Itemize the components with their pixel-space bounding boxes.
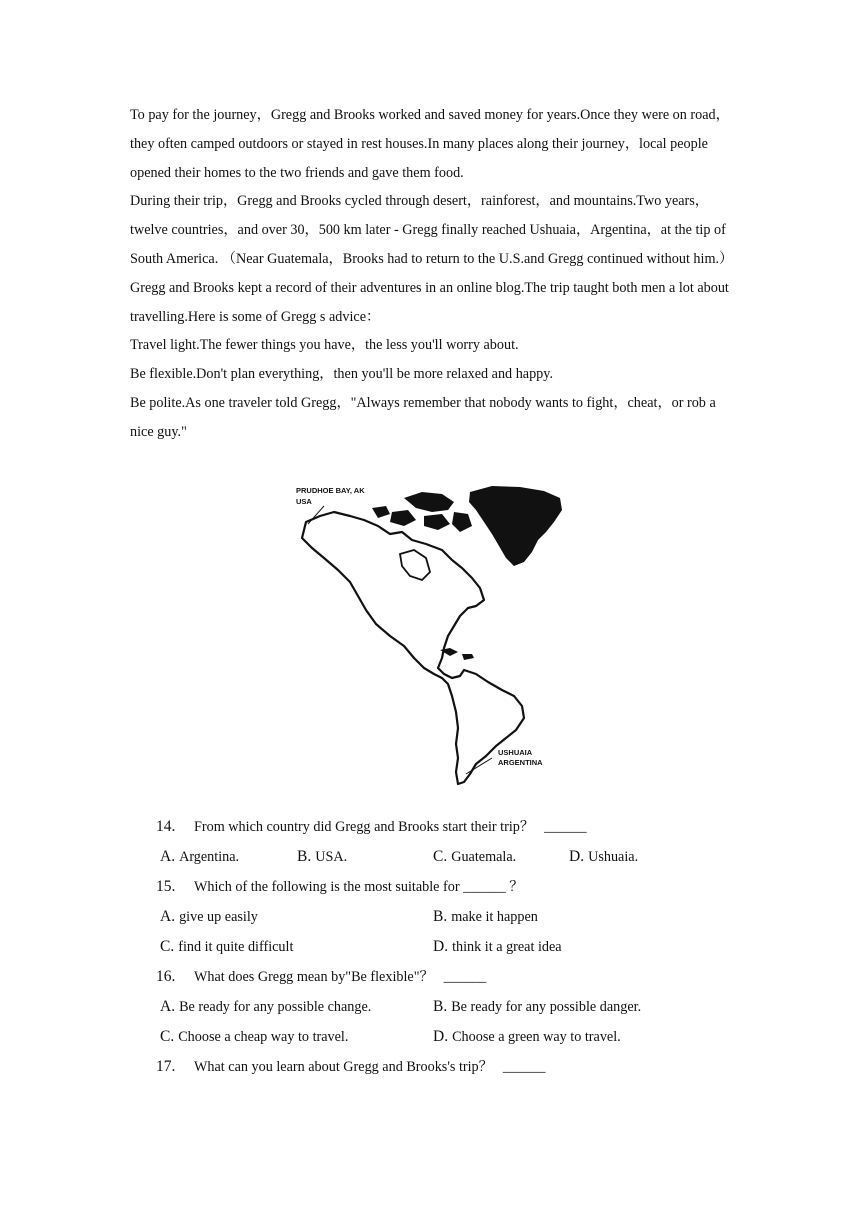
option-b[interactable]: B. make it happen [433, 908, 538, 925]
answer-blank: ______ [443, 969, 487, 985]
caribbean-islands [440, 648, 474, 660]
option-c[interactable]: C. Choose a cheap way to travel. [160, 1028, 349, 1045]
option-c[interactable]: C. find it quite difficult [160, 938, 294, 955]
option-c[interactable]: C. Guatemala. [433, 848, 517, 865]
passage-paragraph: During their trip，Gregg and Brooks cycled through desert，rainforest，and mountains.Two years，twelve countries，and over 30，500 km later - Gregg finally reached Ushuaia，Argentina，at the tip of South America. （Near Guatemala，Brooks had to return to the U.S.and Gregg continued without him.） [130, 193, 734, 267]
option-a[interactable]: A. give up easily [160, 908, 258, 925]
question-16 [156, 962, 736, 992]
answer-blank: ______ [544, 819, 587, 835]
americas-outline [302, 512, 524, 784]
option-a[interactable]: A. Be ready for any possible change. [160, 998, 372, 1015]
question-number: 17. [156, 1058, 176, 1075]
question-list [156, 812, 736, 1082]
map-label-ushuaia: USHUAIA [498, 748, 533, 757]
arctic-islands [372, 492, 472, 532]
option-d[interactable]: D. Ushuaia. [569, 848, 639, 865]
passage-paragraph: Travel light.The fewer things you have，the less you'll worry about. [130, 337, 519, 354]
option-d[interactable]: D. think it a great idea [433, 938, 562, 955]
question-17 [156, 1052, 736, 1082]
passage-paragraph: Be polite.As one traveler told Gregg，"Always remember that nobody wants to fight，cheat，or rob a nice guy." [130, 394, 716, 440]
answer-blank: ______ [502, 1059, 546, 1075]
map-label-argentina: ARGENTINA [498, 758, 543, 767]
passage-paragraph: Be flexible.Don't plan everything，then you'll be more relaxed and happy. [130, 366, 553, 383]
reading-passage [130, 101, 740, 447]
question-text: What does Gregg mean by"Be flexible"？ [194, 969, 434, 985]
question-number: 16. [156, 968, 176, 985]
question-14 [156, 812, 736, 842]
options-row [160, 1022, 736, 1052]
americas-route-map [292, 478, 568, 788]
options-row [160, 902, 736, 932]
option-a[interactable]: A. Argentina. [160, 848, 240, 865]
options-row [160, 932, 736, 962]
hudson-bay [400, 550, 430, 580]
question-number: 14. [156, 818, 176, 835]
map-label-prudhoe-bay: PRUDHOE BAY, AK [296, 486, 365, 495]
question-text: What can you learn about Gregg and Brooks's trip？ [194, 1059, 493, 1075]
question-text: Which of the following is the most suitable for ______ ？ [194, 879, 524, 895]
passage-paragraph: To pay for the journey，Gregg and Brooks worked and saved money for years.Once they were on road，they often camped outdoors or stayed in rest houses.In many places along their journey，local people opened their homes to the two friends and gave them food. [130, 107, 730, 181]
question-text: From which country did Gregg and Brooks start their trip？ [194, 819, 535, 835]
passage-paragraph: Gregg and Brooks kept a record of their adventures in an online blog.The trip taught both men a lot about travelling.Here is some of Gregg s advice： [130, 279, 729, 325]
options-row [160, 992, 736, 1022]
map-label-usa: USA [296, 497, 312, 506]
question-15 [156, 872, 736, 902]
question-number: 15. [156, 878, 176, 895]
option-b[interactable]: B. USA. [297, 848, 348, 865]
option-b[interactable]: B. Be ready for any possible danger. [433, 998, 642, 1015]
option-d[interactable]: D. Choose a green way to travel. [433, 1028, 621, 1045]
greenland-shape [469, 486, 562, 566]
options-row [160, 842, 736, 872]
